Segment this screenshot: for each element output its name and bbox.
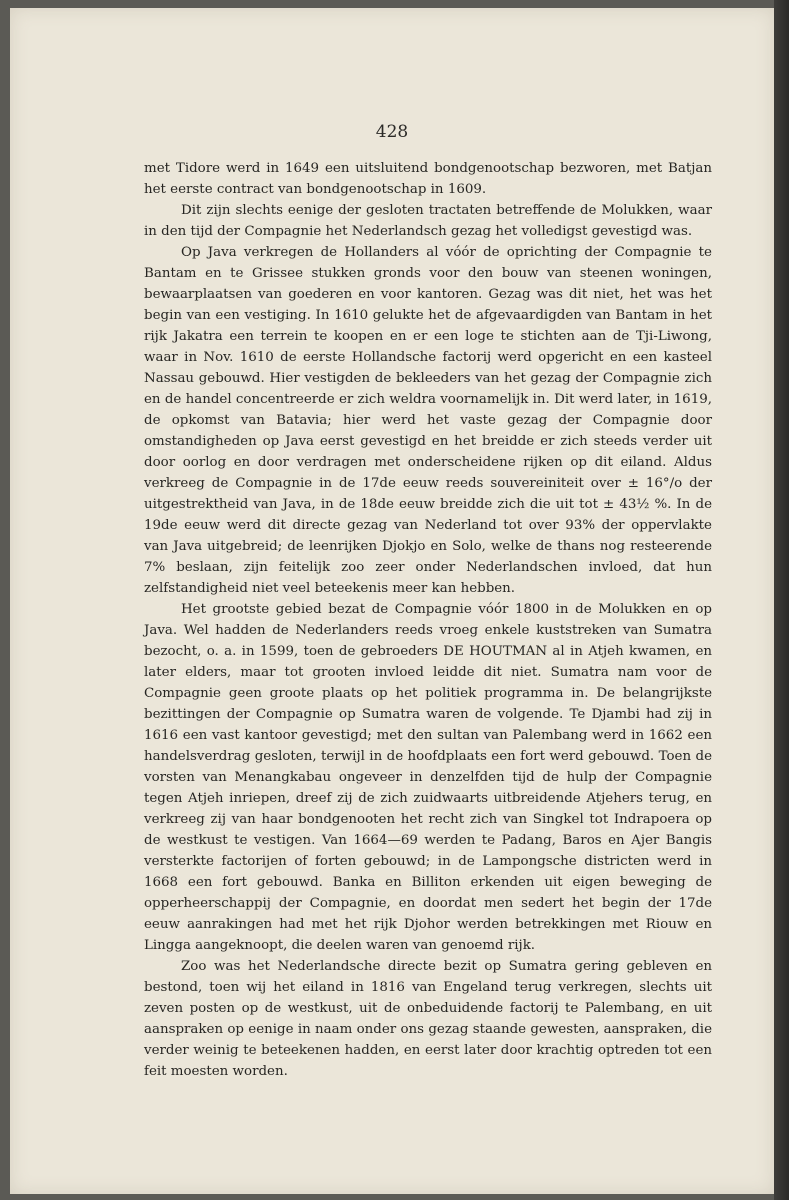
body-text [144, 158, 712, 1082]
page-number: 428 [375, 122, 409, 142]
paragraph-1: met Tidore werd in 1649 een uitsluitend bondgenootschap bezworen, met Batjan het eerste contract van bondgenootschap in 1609. [144, 161, 712, 197]
book-page [10, 8, 774, 1194]
paragraph-2: Dit zijn slechts eenige der gesloten tractaten betreffende de Molukken, waar in den tijd der Compagnie het Nederlandsch gezag het volledigst gevestigd was. [144, 203, 712, 239]
book-spine-edge [774, 0, 789, 1200]
paragraph-3: Op Java verkregen de Hollanders al vóór de oprichting der Compagnie te Bantam en te Grissee stukken gronds voor den bouw van steenen woningen, bewaarplaatsen van goederen en voor kantoren. Gezag was dit niet, het was het begin van een vestiging. In 1610 gelukte het de afgevaardigden van Bantam in het rijk Jakatra een terrein te koopen en er een loge te stichten aan de Tji-Liwong, waar in Nov. 1610 de eerste Hollandsche factorij werd opgericht en een kasteel Nassau gebouwd. Hier vestigden de bekleeders van het gezag der Compagnie zich en de handel concentreerde er zich weldra voornamelijk in. Dit werd later, in 1619, de opkomst van Batavia; hier werd het vaste gezag der Compagnie door omstandigheden op Java eerst gevestigd en het breidde er zich steeds verder uit door oorlog en door verdragen met onderscheidene rijken op dit eiland. Aldus verkreeg de Compagnie in de 17de eeuw reeds souvereiniteit over ± 16°/o der uitgestrektheid van Java, in de 18de eeuw breidde zich die uit tot ± 43½ %. In de 19de eeuw werd dit directe gezag van Nederland tot over 93% der oppervlakte van Java uitgebreid; de leenrijken Djokjo en Solo, welke de thans nog resteerende 7% beslaan, zijn feitelijk zoo zeer onder Nederlandschen invloed, dat hun zelfstandigheid niet veel beteekenis meer kan hebben. [144, 245, 712, 596]
paragraph-4: Het grootste gebied bezat de Compagnie vóór 1800 in de Molukken en op Java. Wel hadden de Nederlanders reeds vroeg enkele kuststreken van Sumatra bezocht, o. a. in 1599, toen de gebroeders DE HOUTMAN al in Atjeh kwamen, en later elders, maar tot grooten invloed leidde dit niet. Sumatra nam voor de Compagnie geen groote plaats op het politiek programma in. De belangrijkste bezittingen der Compagnie op Sumatra waren de volgende. Te Djambi had zij in 1616 een vast kantoor gevestigd; met den sultan van Palembang werd in 1662 een handelsverdrag gesloten, terwijl in de hoofdplaats een fort werd gebouwd. Toen de vorsten van Menangkabau ongeveer in denzelfden tijd de hulp der Compagnie tegen Atjeh inriepen, dreef zij de zich zuidwaarts uitbreidende Atjehers terug, en verkreeg zij van haar bondgenooten het recht zich van Singkel tot Indrapoera op de westkust te vestigen. Van 1664—69 werden te Padang, Baros en Ajer Bangis versterkte factorijen of forten gebouwd; in de Lampongsche districten werd in 1668 een fort gebouwd. Banka en Billiton erkenden uit eigen beweging de opperheerschappij der Compagnie, en doordat men sedert het begin der 17de eeuw aanrakingen had met het rijk Djohor werden betrekkingen met Riouw en Lingga aangeknoopt, die deelen waren van genoemd rijk. [144, 602, 712, 953]
paragraph-5: Zoo was het Nederlandsche directe bezit op Sumatra gering gebleven en bestond, toen wij het eiland in 1816 van Engeland terug verkregen, slechts uit zeven posten op de westkust, uit de onbeduidende factorij te Palembang, en uit aanspraken op eenige in naam onder ons gezag staande gewesten, aanspraken, die verder weinig te beteekenen hadden, en eerst later door krachtig optreden tot een feit moesten worden. [144, 959, 712, 1079]
